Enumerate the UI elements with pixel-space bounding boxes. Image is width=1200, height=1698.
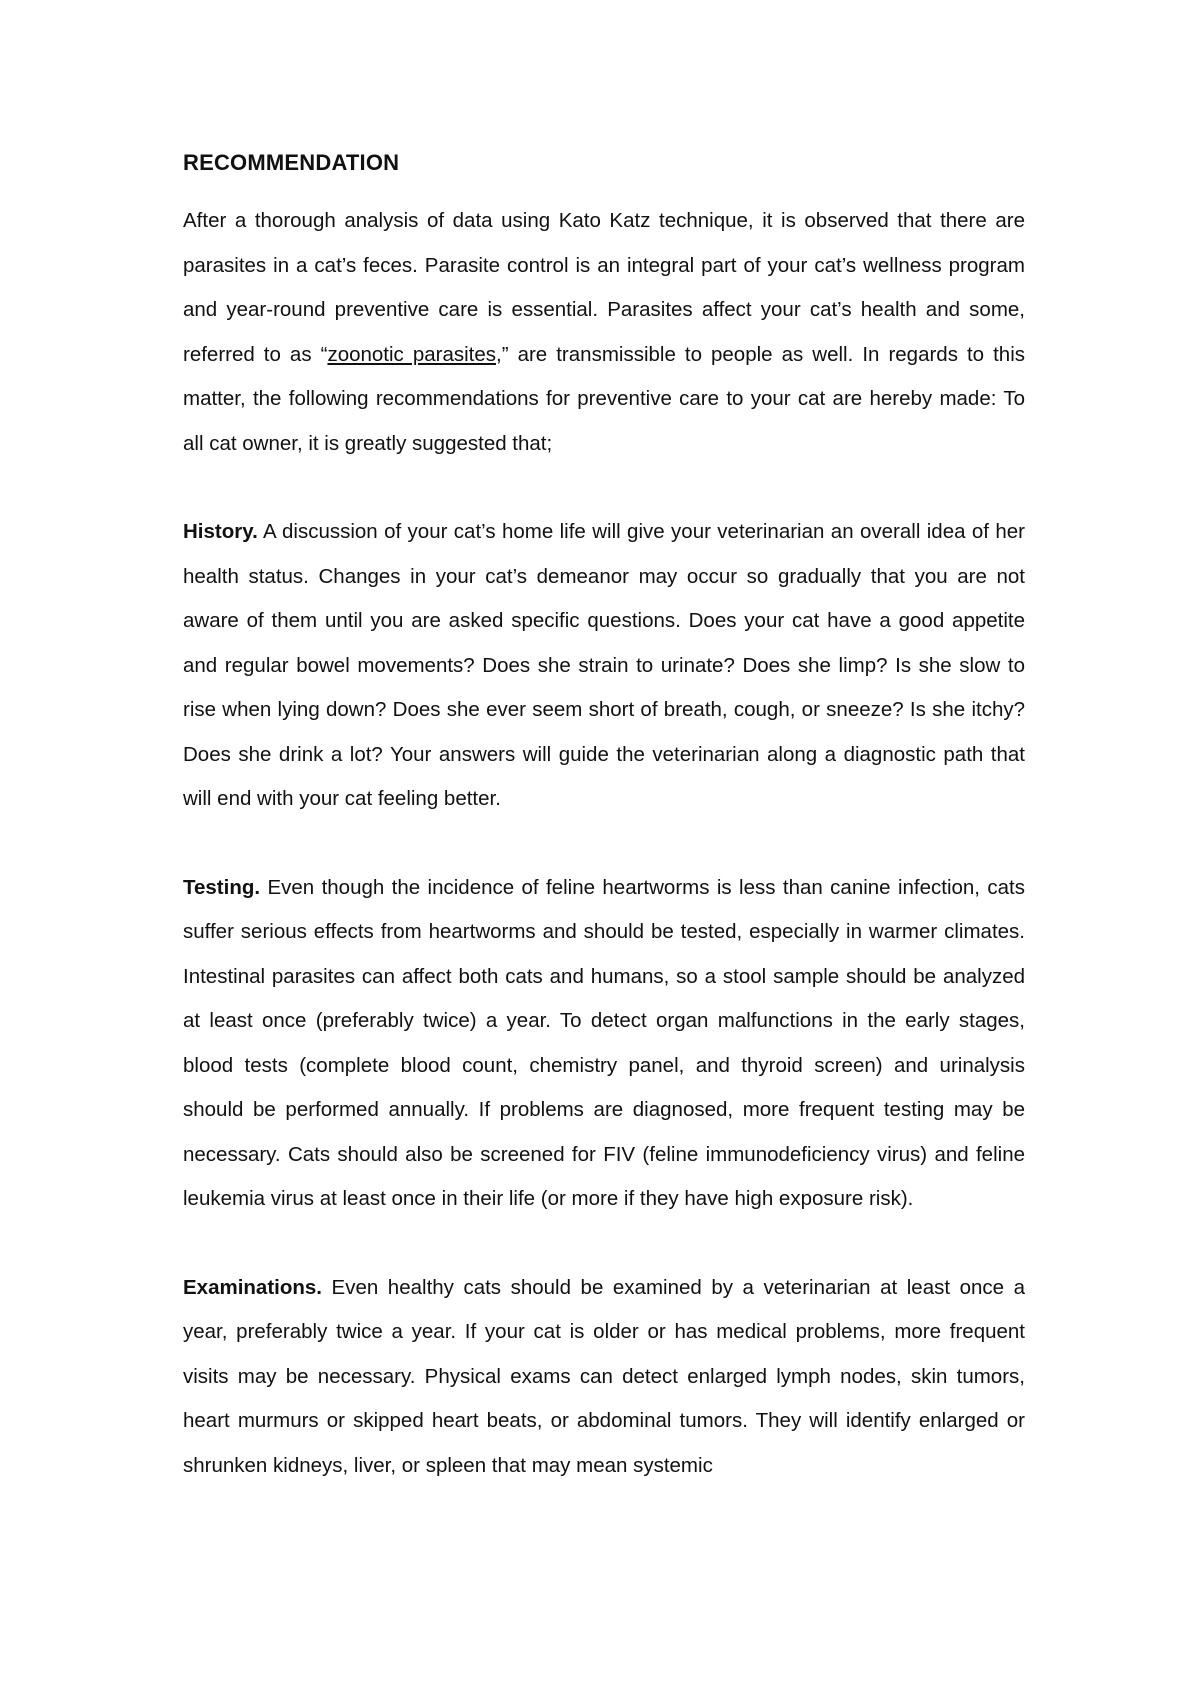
examinations-lead: Examinations. bbox=[183, 1275, 322, 1299]
history-paragraph bbox=[183, 510, 1025, 822]
document-page bbox=[183, 147, 1025, 1488]
history-text: A discussion of your cat’s home life will give your veterinarian an overall idea of her health status. Changes in your cat’s demeanor may occur so gradually that you are not aware of them until you are asked specific questions. Does your cat have a good appetite and regular bowel movements? Does she strain to urinate? Does she limp? Is she slow to rise when lying down? Does she ever seem short of breath, cough, or sneeze? Is she itchy? Does she drink a lot? Your answers will guide the veterinarian along a diagnostic path that will end with your cat feeling better. bbox=[183, 520, 1025, 810]
history-lead: History. bbox=[183, 520, 258, 543]
examinations-paragraph bbox=[183, 1266, 1025, 1489]
intro-text-2: ,” are transmissible to people as well. In regards to this matter, the following recommendations for preventive care to your cat are hereby made: To all cat owner, it is greatly suggested that; bbox=[183, 342, 1026, 455]
testing-paragraph bbox=[183, 866, 1025, 1222]
zoonotic-parasites-link[interactable]: zoonotic parasites bbox=[327, 342, 497, 366]
examinations-text: Even healthy cats should be examined by a veterinarian at least once a year, preferably twice a year. If your cat is older or has medical problems, more frequent visits may be necessary. Physical exams can detect enlarged lymph nodes, skin tumors, heart murmurs or skipped heart beats, or abdominal tumors. They will identify enlarged or shrunken kidneys, liver, or spleen that may mean systemic bbox=[183, 1275, 1025, 1477]
intro-paragraph bbox=[183, 199, 1025, 466]
testing-text: Even though the incidence of feline heartworms is less than canine infection, cats suffer serious effects from heartworms and should be tested, especially in warmer climates. Intestinal parasites can affect both cats and humans, so a stool sample should be analyzed at least once (preferably twice) a year. To detect organ malfunctions in the early stages, blood tests (complete blood count, chemistry panel, and thyroid screen) and urinalysis should be performed annually. If problems are diagnosed, more frequent testing may be necessary. Cats should also be screened for FIV (feline immunodeficiency virus) and feline leukemia virus at least once in their life (or more if they have high exposure risk). bbox=[183, 875, 1025, 1210]
document-heading: RECOMMENDATION bbox=[183, 150, 400, 175]
testing-lead: Testing. bbox=[183, 875, 261, 899]
intro-text-1: After a thorough analysis of data using Kato Katz technique, it is observed that there are parasites in a cat’s feces. Parasite control is an integral part of your cat’s wellness program and year-round preventive care is essential. Parasites affect your cat’s health and some, referred to as “ bbox=[183, 209, 1025, 366]
